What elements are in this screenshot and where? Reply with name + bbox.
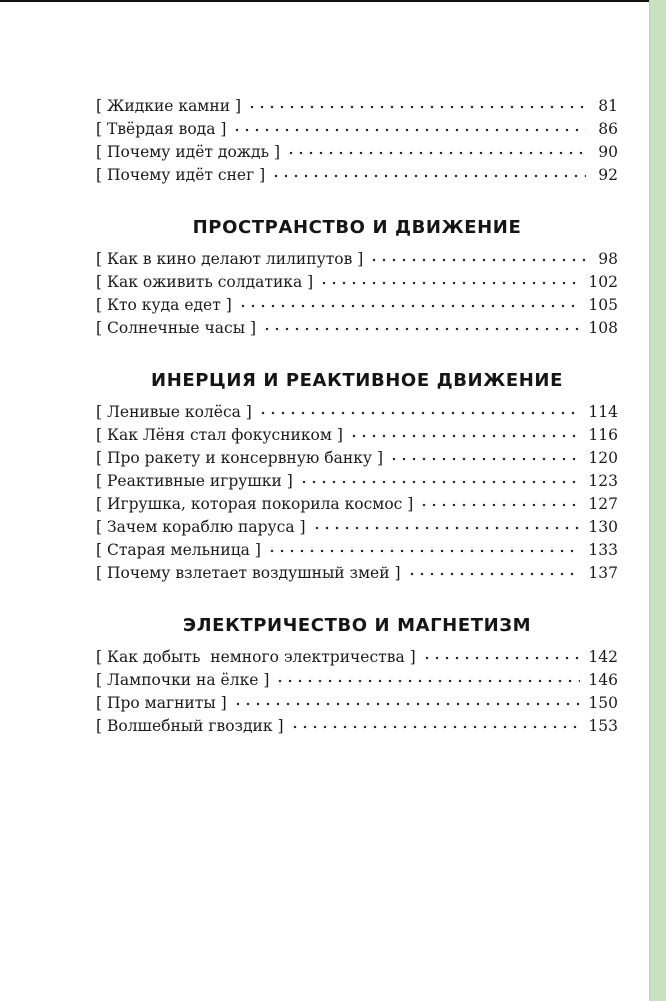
dot-leader (349, 428, 581, 444)
toc-entry-page: 108 (588, 319, 618, 337)
page-edge-band (650, 0, 666, 1001)
toc-entry-title: [ Старая мельница ] (96, 541, 261, 559)
toc-entry-page: 116 (588, 426, 618, 444)
toc-entry-page: 130 (588, 518, 618, 536)
toc-entry-title: [ Как оживить солдатика ] (96, 273, 314, 291)
toc-entry-title: [ Реактивные игрушки ] (96, 472, 293, 490)
dot-leader (267, 543, 581, 559)
toc-entry-title: [ Игрушка, которая покорила космос ] (96, 495, 414, 513)
toc-entry[interactable] (96, 692, 618, 715)
toc-entry[interactable] (96, 294, 618, 317)
toc-entry-page: 133 (588, 541, 618, 559)
toc-entry-page: 123 (588, 472, 618, 490)
toc-entry-title: [ Волшебный гвоздик ] (96, 717, 284, 735)
toc-list (96, 646, 618, 738)
dot-leader (232, 122, 586, 138)
toc-entry-page: 150 (588, 694, 618, 712)
dot-leader (312, 520, 581, 536)
toc-entry-title: [ Как в кино делают лилипутов ] (96, 250, 364, 268)
toc-entry[interactable] (96, 248, 618, 271)
toc-entry-title: [ Кто куда едет ] (96, 296, 232, 314)
dot-leader (319, 275, 580, 291)
toc-entry[interactable] (96, 493, 618, 516)
toc-entry[interactable] (96, 164, 618, 187)
toc-entry-title: [ Твёрдая вода ] (96, 120, 227, 138)
toc-list (96, 95, 618, 187)
dot-leader (299, 474, 581, 490)
toc-entry-page: 86 (598, 120, 618, 138)
toc-entry-title: [ Жидкие камни ] (96, 97, 242, 115)
dot-leader (233, 696, 581, 712)
dot-leader (407, 566, 581, 582)
toc-list (96, 248, 618, 340)
toc-entry[interactable] (96, 516, 618, 539)
toc-entry-title: [ Солнечные часы ] (96, 319, 257, 337)
dot-leader (290, 719, 581, 735)
table-of-contents (96, 95, 618, 738)
toc-entry-page: 102 (588, 273, 618, 291)
dot-leader (247, 99, 586, 115)
toc-entry-page: 90 (598, 143, 618, 161)
toc-entry-page: 81 (598, 97, 618, 115)
dot-leader (275, 673, 580, 689)
toc-entry[interactable] (96, 317, 618, 340)
toc-section-electricity (96, 610, 618, 738)
toc-entry-title: [ Про магниты ] (96, 694, 227, 712)
toc-section-inertia (96, 365, 618, 585)
dot-leader (369, 252, 586, 268)
toc-entry[interactable] (96, 118, 618, 141)
dot-leader (286, 145, 586, 161)
toc-entry-title: [ Почему взлетает воздушный змей ] (96, 564, 401, 582)
dot-leader (238, 298, 581, 314)
toc-entry-page: 92 (598, 166, 618, 184)
toc-entry-title: [ Почему идёт дождь ] (96, 143, 280, 161)
section-heading: ПРОСТРАНСТВО И ДВИЖЕНИЕ (192, 217, 522, 238)
toc-list (96, 401, 618, 585)
toc-entry-title: [ Как добыть немного электричества ] (96, 648, 416, 666)
toc-entry-page: 127 (588, 495, 618, 513)
toc-entry-page: 146 (588, 671, 618, 689)
dot-leader (389, 451, 580, 467)
dot-leader (262, 321, 580, 337)
dot-leader (271, 168, 586, 184)
toc-entry[interactable] (96, 401, 618, 424)
toc-entry-page: 137 (588, 564, 618, 582)
section-heading: ЭЛЕКТРИЧЕСТВО И МАГНЕТИЗМ (182, 615, 532, 636)
toc-entry-title: [ Ленивые колёса ] (96, 403, 252, 421)
toc-entry-title: [ Почему идёт снег ] (96, 166, 266, 184)
dot-leader (419, 497, 580, 513)
toc-entry[interactable] (96, 470, 618, 493)
top-rule (0, 0, 650, 2)
toc-section-continued (96, 95, 618, 187)
toc-entry[interactable] (96, 646, 618, 669)
dot-leader (258, 405, 581, 421)
toc-entry-page: 142 (588, 648, 618, 666)
toc-entry-page: 98 (598, 250, 618, 268)
toc-entry-page: 153 (588, 717, 618, 735)
toc-entry[interactable] (96, 141, 618, 164)
toc-entry-page: 120 (588, 449, 618, 467)
toc-entry[interactable] (96, 669, 618, 692)
toc-entry[interactable] (96, 539, 618, 562)
toc-entry-title: [ Лампочки на ёлке ] (96, 671, 270, 689)
toc-entry[interactable] (96, 562, 618, 585)
toc-entry-title: [ Про ракету и консервную банку ] (96, 449, 383, 467)
toc-entry-page: 114 (588, 403, 618, 421)
toc-entry[interactable] (96, 424, 618, 447)
toc-entry[interactable] (96, 447, 618, 470)
dot-leader (422, 650, 581, 666)
toc-section-space-motion (96, 212, 618, 340)
toc-entry-page: 105 (588, 296, 618, 314)
toc-entry[interactable] (96, 95, 618, 118)
section-heading: ИНЕРЦИЯ И РЕАКТИВНОЕ ДВИЖЕНИЕ (151, 370, 563, 391)
toc-entry[interactable] (96, 271, 618, 294)
toc-entry-title: [ Как Лёня стал фокусником ] (96, 426, 343, 444)
toc-entry-title: [ Зачем кораблю паруса ] (96, 518, 306, 536)
toc-entry[interactable] (96, 715, 618, 738)
